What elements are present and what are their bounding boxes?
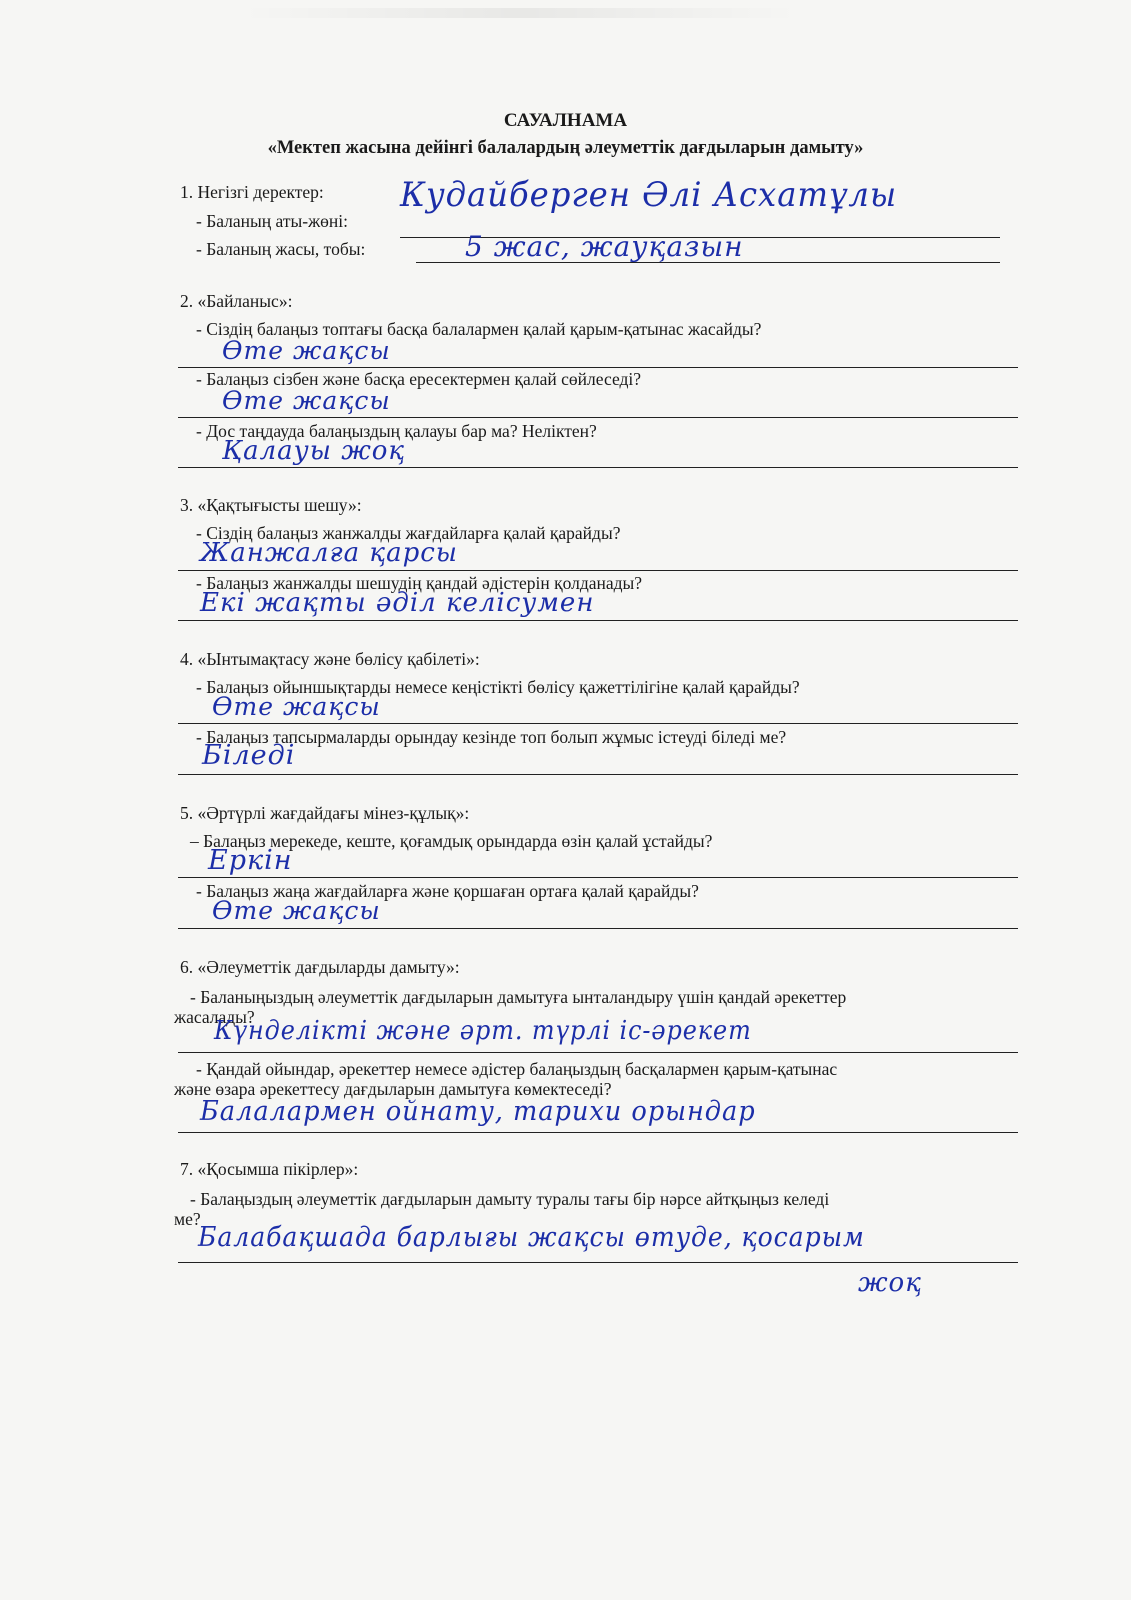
section-3-question-1: - Сіздің балаңыз жанжалды жағдайларға қалай қарайды? (196, 523, 621, 543)
section-6-answer-2-line (178, 1132, 1018, 1133)
section-2-answer-3: Қалауы жоқ (222, 436, 406, 466)
section-2-question-3: - Дос таңдауда балаңыздың қалауы бар ма? Неліктен? (196, 421, 597, 441)
section-6-answer-1-line (178, 1052, 1018, 1053)
section-7-answer-line-2: жоқ (858, 1268, 922, 1298)
section-3-question-2: - Балаңыз жанжалды шешудің қандай әдістерін қолданады? (196, 573, 643, 593)
child-age-group-label: - Баланың жасы, тобы: (196, 239, 366, 259)
section-4-answer-1: Өте жақсы (212, 692, 381, 721)
child-name-answer: Кудайберген Әлі Асхатұлы (400, 175, 898, 215)
section-6-question-2-line-2: және өзара әрекеттесу дағдыларын дамытуға көмектеседі? (174, 1079, 612, 1099)
section-7-question-1-line-1: - Балаңыздың әлеуметтік дағдыларын дамыту туралы тағы бір нәрсе айтқыңыз келеді (190, 1189, 830, 1209)
section-6-answer-1: Күнделікті және әрт. түрлі іс-әрекет (214, 1016, 752, 1046)
section-6-answer-2: Балалармен ойнату, тарихи орындар (200, 1096, 756, 1127)
section-5-answer-2: Өте жақсы (212, 896, 381, 925)
section-2-heading: 2. «Байланыс»: (180, 291, 293, 311)
section-6-question-2-line-1: - Қандай ойындар, әрекеттер немесе әдістер балаңыздың басқалармен қарым-қатынас (196, 1059, 838, 1079)
section-5-answer-2-line (178, 928, 1018, 929)
section-3-answer-2: Екі жақты әділ келісумен (200, 588, 595, 618)
child-name-label: - Баланың аты-жөні: (196, 211, 349, 231)
section-4-heading: 4. «Ынтымақтасу және бөлісу қабілеті»: (180, 649, 480, 669)
section-1-heading: 1. Негізгі деректер: (180, 182, 324, 202)
section-2-answer-3-line (178, 467, 1018, 468)
section-6-heading: 6. «Әлеуметтік дағдыларды дамыту»: (180, 957, 460, 977)
section-2-answer-2-line (178, 417, 1018, 418)
section-4-question-2: - Балаңыз тапсырмаларды орындау кезінде топ болып жұмыс істеуді біледі ме? (196, 727, 787, 747)
section-2-answer-1: Өте жақсы (222, 336, 391, 365)
section-7-answer-line-1: Балабақшада барлығы жақсы өтуде, қосарым (198, 1222, 865, 1253)
section-5-heading: 5. «Әртүрлі жағдайдағы мінез-құлық»: (180, 803, 470, 823)
scan-smudge (240, 8, 800, 18)
document-subtitle: «Мектеп жасына дейінгі балалардың әлеуметтік дағдыларын дамыту» (267, 138, 864, 158)
section-4-answer-1-line (178, 723, 1018, 724)
child-age-group-answer: 5 жас, жауқазын (465, 230, 744, 263)
section-3-answer-2-line (178, 620, 1018, 621)
section-4-answer-2-line (178, 774, 1018, 775)
section-2-answer-2: Өте жақсы (222, 386, 391, 415)
document-title: САУАЛНАМА (503, 110, 628, 131)
section-5-answer-1: Еркін (208, 845, 293, 876)
section-7-heading: 7. «Қосымша пікірлер»: (180, 1159, 359, 1179)
section-5-question-1: – Балаңыз мерекеде, кеште, қоғамдық орындарда өзін қалай ұстайды? (190, 831, 713, 851)
section-3-answer-1-line (178, 570, 1018, 571)
section-3-heading: 3. «Қақтығысты шешу»: (180, 495, 362, 515)
section-6-question-1-line-2: жасалады? (174, 1007, 255, 1027)
section-4-answer-2: Біледі (202, 740, 296, 771)
section-7-question-1-line-2: ме? (174, 1209, 201, 1229)
section-2-question-2: - Балаңыз сізбен және басқа ересектермен қалай сөйлеседі? (196, 369, 642, 389)
section-5-answer-1-line (178, 877, 1018, 878)
section-4-question-1: - Балаңыз ойыншықтарды немесе кеңістікті бөлісу қажеттілігіне қалай қарайды? (196, 677, 800, 697)
section-6-question-1-line-1: - Баланыңыздың әлеуметтік дағдыларын дамытуға ынталандыру үшін қандай әрекеттер (190, 987, 847, 1007)
section-3-answer-1: Жанжалға қарсы (200, 538, 458, 568)
section-7-answer-line (178, 1262, 1018, 1263)
section-2-question-1: - Сіздің балаңыз топтағы басқа балалармен қалай қарым-қатынас жасайды? (196, 319, 762, 339)
section-5-question-2: - Балаңыз жаңа жағдайларға және қоршаған ортаға қалай қарайды? (196, 881, 699, 901)
